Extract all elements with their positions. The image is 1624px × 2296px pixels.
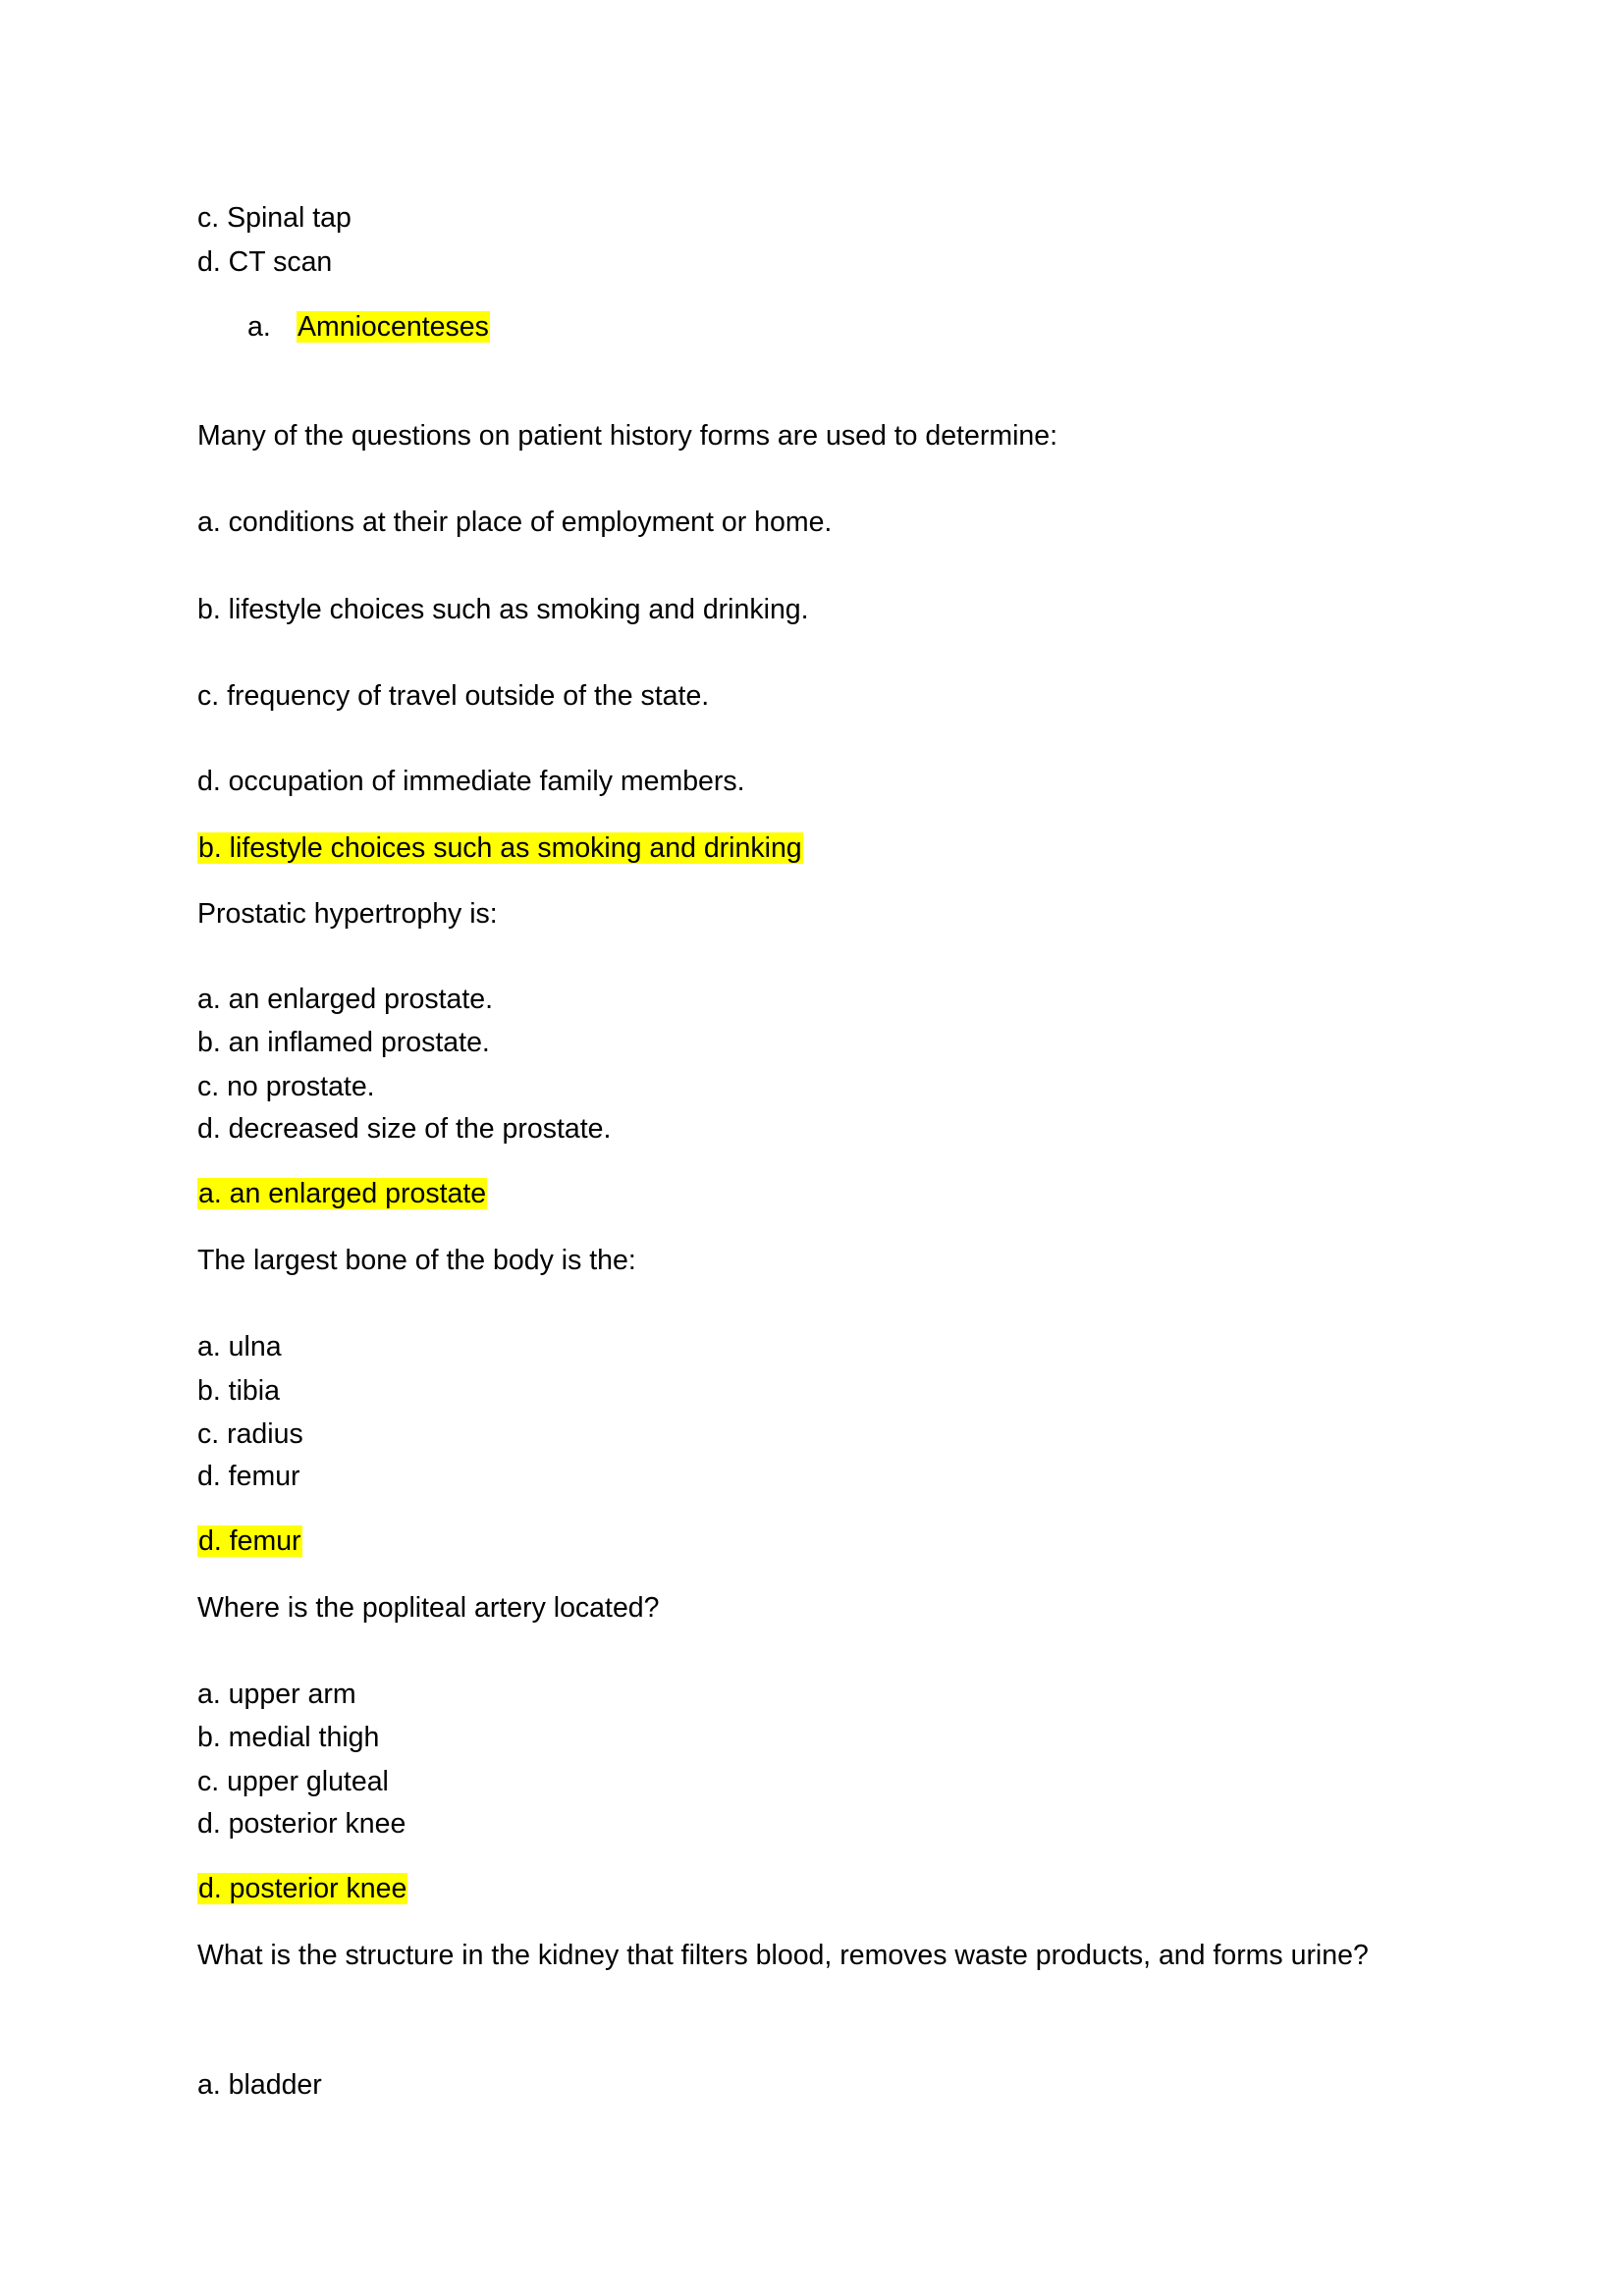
text-line xyxy=(197,501,832,544)
list-marker: a. xyxy=(247,311,271,343)
line-text: c. no prostate. xyxy=(197,1071,375,1102)
line-text: b. lifestyle choices such as smoking and drinking. xyxy=(197,594,809,625)
line-text: d. decreased size of the prostate. xyxy=(197,1113,612,1145)
line-text: a. upper arm xyxy=(197,1679,356,1710)
line-text: Amniocenteses xyxy=(298,311,489,343)
text-line xyxy=(197,1934,1425,1977)
line-text: d. posterior knee xyxy=(198,1873,407,1904)
line-text: a. ulna xyxy=(197,1331,282,1362)
highlighted-answer xyxy=(197,1867,407,1910)
text-line xyxy=(197,1455,300,1498)
line-text: Many of the questions on patient history forms are used to determine: xyxy=(197,420,1058,452)
line-text: a. bladder xyxy=(197,2069,322,2101)
text-line xyxy=(197,588,809,631)
text-line xyxy=(197,1802,406,1845)
line-text: d. posterior knee xyxy=(197,1808,406,1840)
line-text: b. medial thigh xyxy=(197,1722,380,1753)
line-text: Where is the popliteal artery located? xyxy=(197,1592,660,1624)
text-line xyxy=(197,674,709,718)
text-line xyxy=(197,196,352,240)
line-text: b. tibia xyxy=(197,1375,280,1407)
line-text: a. an enlarged prostate xyxy=(198,1178,487,1209)
line-text: The largest bone of the body is the: xyxy=(197,1245,636,1276)
text-line xyxy=(197,1239,636,1282)
text-line xyxy=(197,1021,490,1064)
text-line xyxy=(197,1369,280,1413)
text-line xyxy=(197,1586,660,1629)
line-text: c. radius xyxy=(197,1418,303,1450)
highlighted-answer xyxy=(197,1520,302,1563)
line-text: d. femur xyxy=(198,1525,301,1557)
line-text: d. femur xyxy=(197,1461,300,1492)
text-line xyxy=(197,1716,379,1759)
text-line xyxy=(197,892,498,935)
text-line xyxy=(197,1065,375,1108)
text-line xyxy=(197,1325,282,1368)
text-line xyxy=(197,978,493,1021)
line-text: d. CT scan xyxy=(197,246,333,278)
line-text: a. an enlarged prostate. xyxy=(197,984,494,1015)
highlighted-answer xyxy=(197,827,803,870)
line-text: d. occupation of immediate family members. xyxy=(197,766,745,797)
text-line xyxy=(197,1107,611,1150)
text-line xyxy=(197,1673,356,1716)
text-line xyxy=(197,414,1057,457)
text-line xyxy=(197,760,745,803)
line-text: Prostatic hypertrophy is: xyxy=(197,898,498,930)
line-text: c. frequency of travel outside of the state. xyxy=(197,680,710,712)
highlighted-answer xyxy=(297,305,490,348)
text-line xyxy=(197,240,332,284)
line-text: b. an inflamed prostate. xyxy=(197,1027,490,1058)
line-text: a. conditions at their place of employment or home. xyxy=(197,507,833,538)
line-text: c. Spinal tap xyxy=(197,202,352,234)
text-line xyxy=(197,2063,322,2107)
highlighted-answer xyxy=(197,1172,487,1215)
text-line xyxy=(197,1760,389,1803)
line-text: c. upper gluteal xyxy=(197,1766,389,1797)
text-line xyxy=(197,1413,303,1456)
line-text: What is the structure in the kidney that filters blood, removes waste products, and forms urine? xyxy=(197,1940,1369,1971)
line-text: b. lifestyle choices such as smoking and drinking xyxy=(198,832,802,864)
